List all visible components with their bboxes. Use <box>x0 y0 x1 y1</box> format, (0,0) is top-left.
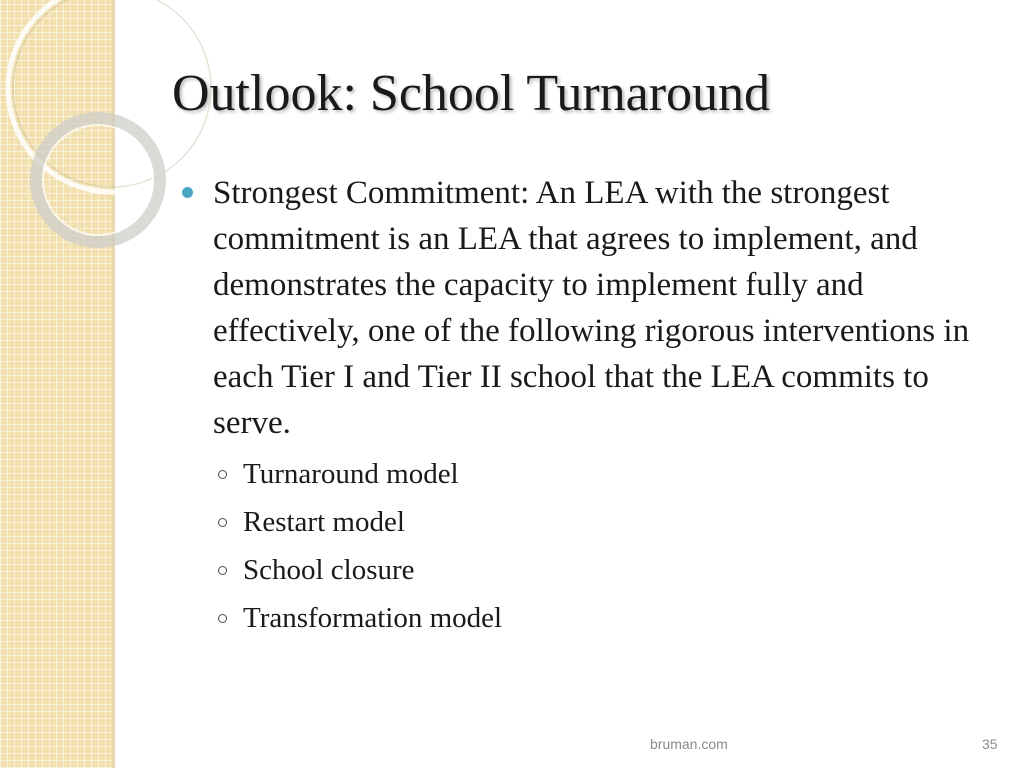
main-bullet-text: Strongest Commitment: An LEA with the strongest commitment is an LEA that agrees to implement, and demonstrates the capacity to implement fully and effectively, one of the following rigorous interventions in each Tier I and Tier II school that the LEA commits to serve. <box>213 175 970 441</box>
slide-body <box>182 170 994 642</box>
sub-bullet-text: Turnaround model <box>243 458 459 490</box>
footer-source: bruman.com <box>650 736 728 752</box>
decorative-rings <box>0 0 160 260</box>
hollow-circle-bullet-icon <box>218 566 227 575</box>
main-bullet-item <box>182 170 994 446</box>
sub-bullet-list <box>182 450 994 642</box>
decorative-ring-small <box>36 118 160 242</box>
sub-bullet-text: School closure <box>243 554 415 586</box>
hollow-circle-bullet-icon <box>218 614 227 623</box>
sub-bullet-text: Restart model <box>243 506 405 538</box>
page-number: 35 <box>982 736 998 752</box>
sub-bullet-text: Transformation model <box>243 602 503 634</box>
sub-bullet-item <box>182 450 994 498</box>
sub-bullet-item <box>182 498 994 546</box>
sub-bullet-item <box>182 594 994 642</box>
slide-title: Outlook: School Turnaround <box>172 65 771 122</box>
sub-bullet-item <box>182 546 994 594</box>
hollow-circle-bullet-icon <box>218 470 227 479</box>
hollow-circle-bullet-icon <box>218 518 227 527</box>
filled-circle-bullet-icon <box>182 187 193 198</box>
